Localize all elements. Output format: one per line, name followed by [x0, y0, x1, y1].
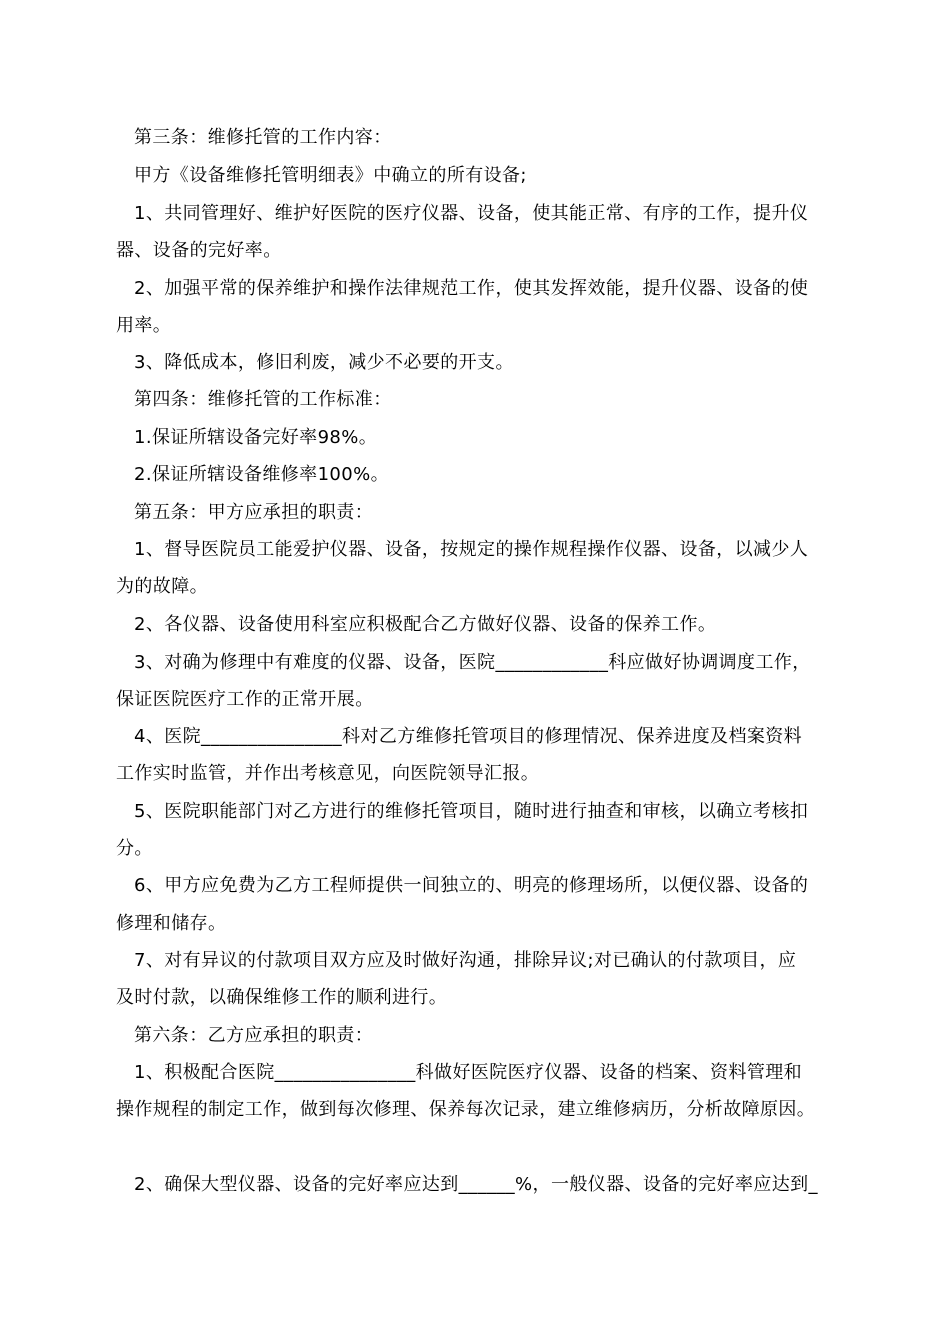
section6-item1-line2: 操作规程的制定工作，做到每次修理、保养每次记录，建立维修病历，分析故障原因。 [116, 1099, 816, 1120]
section3-item1-line1: 1、共同管理好、维护好医院的医疗仪器、设备，使其能正常、有序的工作，提升仪 [134, 203, 809, 224]
section5-item1-line2: 为的故障。 [116, 576, 208, 597]
section5-item5-line1: 5、医院职能部门对乙方进行的维修托管项目，随时进行抽查和审核，以确立考核扣 [134, 801, 809, 822]
section4-item1: 1.保证所辖设备完好率98%。 [134, 427, 378, 448]
section6-heading: 第六条：乙方应承担的职责： [134, 1025, 374, 1046]
section5-item1-line1: 1、督导医院员工能爱护仪器、设备，按规定的操作规程操作仪器、设备，以减少人 [134, 539, 809, 560]
section3-item1-line2: 器、设备的完好率。 [116, 240, 282, 261]
section4-item2: 2.保证所辖设备维修率100%。 [134, 464, 390, 485]
section3-item3: 3、降低成本，修旧利废，减少不必要的开支。 [134, 352, 514, 373]
section5-item7-line1: 7、对有异议的付款项目双方应及时做好沟通，排除异议;对已确认的付款项目，应 [134, 950, 797, 971]
section3-item2-line2: 用率。 [116, 315, 172, 336]
section5-item5-line2: 分。 [116, 838, 153, 859]
section3-heading: 第三条：维修托管的工作内容： [134, 127, 392, 148]
section3-intro: 甲方《设备维修托管明细表》中确立的所有设备; [134, 165, 527, 186]
section6-item1-line1: 1、积极配合医院_______________科做好医院医疗仪器、设备的档案、资料管理和 [134, 1062, 803, 1083]
section5-heading: 第五条：甲方应承担的职责： [134, 502, 374, 523]
section5-item3-line2: 保证医院医疗工作的正常开展。 [116, 689, 374, 710]
section5-item4-line2: 工作实时监管，并作出考核意见，向医院领导汇报。 [116, 763, 540, 784]
section3-item2-line1: 2、加强平常的保养维护和操作法律规范工作，使其发挥效能，提升仪器、设备的使 [134, 278, 809, 299]
section5-item6-line1: 6、甲方应免费为乙方工程师提供一间独立的、明亮的修理场所，以便仪器、设备的 [134, 875, 809, 896]
section5-item4-line1: 4、医院_______________科对乙方维修托管项目的修理情况、保养进度及档案资料 [134, 726, 803, 747]
section5-item7-line2: 及时付款，以确保维修工作的顺利进行。 [116, 987, 448, 1008]
section6-item2-line1: 2、确保大型仪器、设备的完好率应达到______%，一般仪器、设备的完好率应达到_ [134, 1174, 818, 1195]
section5-item6-line2: 修理和储存。 [116, 913, 227, 934]
section5-item2: 2、各仪器、设备使用科室应积极配合乙方做好仪器、设备的保养工作。 [134, 614, 717, 635]
section4-heading: 第四条：维修托管的工作标准： [134, 389, 392, 410]
section5-item3-line1: 3、对确为修理中有难度的仪器、设备，医院____________科应做好协调调度工作， [134, 652, 811, 673]
